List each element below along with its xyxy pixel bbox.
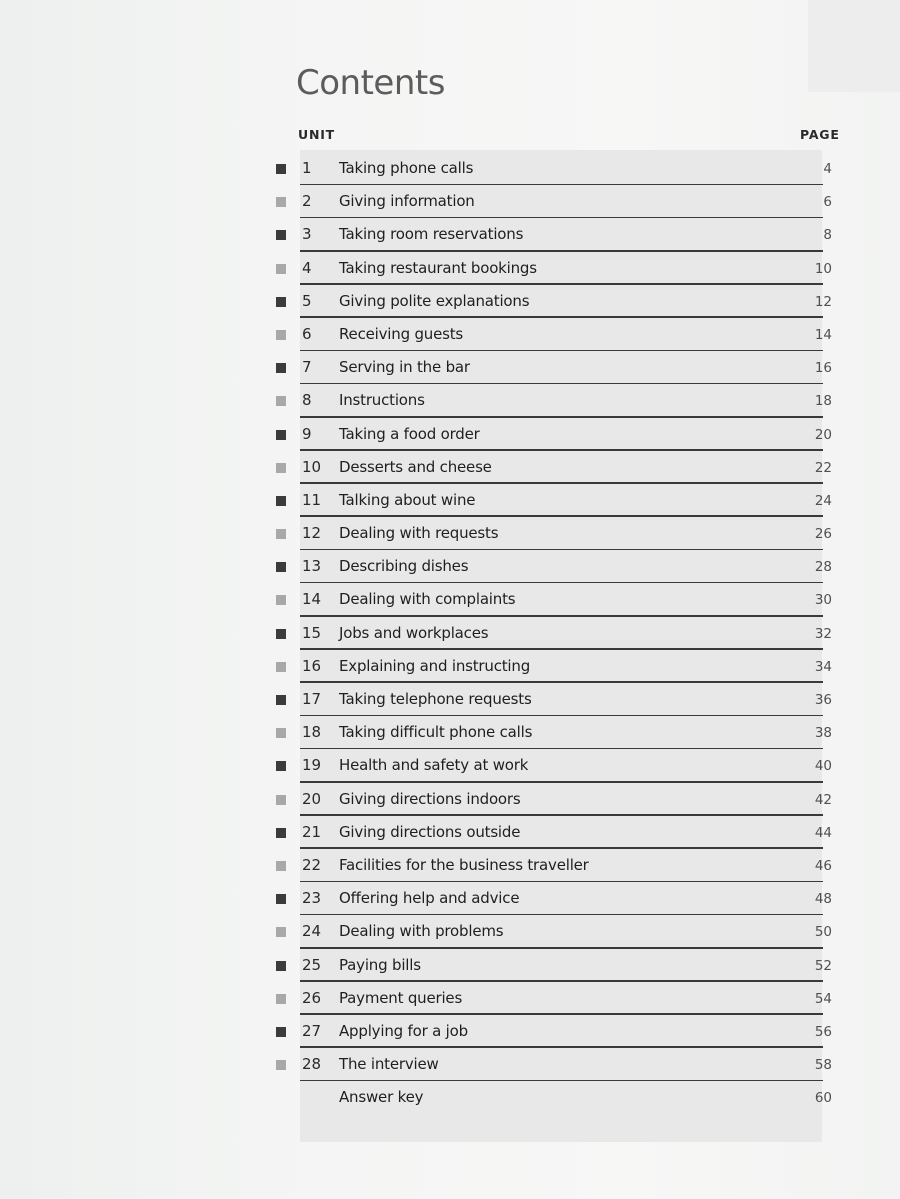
unit-number: 25 <box>302 955 322 974</box>
page-number: 46 <box>814 857 832 874</box>
unit-number: 9 <box>302 424 312 443</box>
page-number: 16 <box>814 360 832 377</box>
square-bullet-icon <box>276 695 286 705</box>
unit-number: 2 <box>302 192 312 211</box>
toc-row-unit-11[interactable] <box>0 484 900 517</box>
toc-row-unit-27[interactable] <box>0 1015 900 1048</box>
page-number: 8 <box>823 227 832 244</box>
toc-row-unit-22[interactable] <box>0 849 900 882</box>
toc-row-unit-28[interactable] <box>0 1048 900 1081</box>
toc-row-answer-key[interactable] <box>0 1081 900 1114</box>
toc-row-unit-23[interactable] <box>0 882 900 915</box>
page-title: Contents <box>296 62 445 103</box>
unit-title: Dealing with requests <box>339 524 499 543</box>
page-number: 10 <box>814 260 832 277</box>
unit-title: Serving in the bar <box>339 358 470 377</box>
toc-row-unit-15[interactable] <box>0 617 900 650</box>
page-number: 34 <box>814 658 832 675</box>
unit-column-header: UNIT <box>298 127 335 142</box>
page-column-header: PAGE <box>800 127 840 142</box>
page-number: 20 <box>814 426 832 443</box>
unit-number: 17 <box>302 690 322 708</box>
toc-row-unit-7[interactable] <box>0 351 900 384</box>
unit-title: Health and safety at work <box>339 756 529 775</box>
unit-number: 23 <box>302 889 322 908</box>
unit-title: Taking restaurant bookings <box>339 258 537 277</box>
page-number: 42 <box>814 791 832 808</box>
unit-title: The interview <box>339 1055 439 1074</box>
page-number: 30 <box>814 592 832 609</box>
square-bullet-icon <box>276 894 286 904</box>
square-bullet-icon <box>276 430 286 440</box>
unit-number: 8 <box>302 391 312 410</box>
unit-number: 21 <box>302 822 322 841</box>
unit-title: Facilities for the business traveller <box>339 855 589 874</box>
square-bullet-icon <box>276 363 286 373</box>
unit-number: 24 <box>302 922 322 941</box>
unit-number: 26 <box>302 988 322 1007</box>
unit-title: Jobs and workplaces <box>339 623 489 642</box>
toc-row-unit-19[interactable] <box>0 749 900 782</box>
square-bullet-icon <box>276 861 286 871</box>
toc-row-unit-9[interactable] <box>0 418 900 451</box>
unit-title: Taking phone calls <box>339 159 474 177</box>
unit-number: 3 <box>302 225 312 244</box>
toc-row-unit-12[interactable] <box>0 517 900 550</box>
square-bullet-icon <box>276 330 286 340</box>
page-number: 26 <box>814 526 832 543</box>
square-bullet-icon <box>276 463 286 473</box>
page-number: 50 <box>814 924 832 941</box>
unit-title: Offering help and advice <box>339 889 520 908</box>
unit-title: Talking about wine <box>339 490 476 509</box>
answer-key-title: Answer key <box>339 1088 424 1107</box>
toc-row-unit-10[interactable] <box>0 451 900 484</box>
toc-row-unit-5[interactable] <box>0 285 900 318</box>
square-bullet-icon <box>276 994 286 1004</box>
page-number: 18 <box>814 393 832 410</box>
toc-row-unit-2[interactable] <box>0 185 900 218</box>
page-number: 14 <box>814 326 832 343</box>
unit-number: 1 <box>302 159 312 177</box>
square-bullet-icon <box>276 927 286 937</box>
square-bullet-icon <box>276 562 286 572</box>
square-bullet-icon <box>276 961 286 971</box>
page-number: 54 <box>814 990 832 1007</box>
square-bullet-icon <box>276 795 286 805</box>
unit-number: 14 <box>302 590 322 609</box>
corner-tab-block <box>808 0 900 92</box>
square-bullet-icon <box>276 164 286 174</box>
unit-number: 5 <box>302 291 312 310</box>
unit-title: Taking difficult phone calls <box>339 723 533 742</box>
page-number: 52 <box>814 957 832 974</box>
unit-title: Applying for a job <box>339 1021 468 1040</box>
unit-number: 6 <box>302 324 312 343</box>
square-bullet-icon <box>276 1027 286 1037</box>
square-bullet-icon <box>276 396 286 406</box>
page-number: 32 <box>814 625 832 642</box>
unit-number: 28 <box>302 1055 322 1074</box>
unit-number: 13 <box>302 557 322 576</box>
square-bullet-icon <box>276 728 286 738</box>
unit-number: 20 <box>302 789 322 808</box>
toc-row-unit-14[interactable] <box>0 583 900 616</box>
unit-number: 4 <box>302 258 312 277</box>
page-number: 56 <box>814 1023 832 1040</box>
unit-number: 19 <box>302 756 322 775</box>
page-number: 48 <box>814 891 832 908</box>
unit-title: Paying bills <box>339 955 421 974</box>
square-bullet-icon <box>276 595 286 605</box>
page-number: 44 <box>814 824 832 841</box>
toc-row-unit-26[interactable] <box>0 982 900 1015</box>
page-number: 28 <box>814 559 832 576</box>
square-bullet-icon <box>276 828 286 838</box>
unit-title: Giving information <box>339 192 475 211</box>
toc-row-unit-16[interactable] <box>0 650 900 683</box>
page-number: 38 <box>814 725 832 742</box>
unit-title: Taking telephone requests <box>339 690 532 708</box>
toc-row-unit-4[interactable] <box>0 252 900 285</box>
toc-row-unit-24[interactable] <box>0 915 900 948</box>
toc-row-unit-21[interactable] <box>0 816 900 849</box>
square-bullet-icon <box>276 761 286 771</box>
unit-title: Dealing with complaints <box>339 590 516 609</box>
unit-number: 7 <box>302 358 312 377</box>
toc-row-unit-6[interactable] <box>0 318 900 351</box>
page-number: 36 <box>814 692 832 708</box>
unit-title: Giving directions indoors <box>339 789 521 808</box>
unit-title: Instructions <box>339 391 425 410</box>
toc-row-unit-18[interactable] <box>0 716 900 749</box>
page-number: 12 <box>814 293 832 310</box>
toc-row-unit-17[interactable] <box>0 683 900 716</box>
square-bullet-icon <box>276 197 286 207</box>
page-number: 22 <box>814 459 832 476</box>
page-number: 60 <box>814 1090 832 1107</box>
toc-row-unit-20[interactable] <box>0 783 900 816</box>
unit-title: Payment queries <box>339 988 463 1007</box>
unit-title: Receiving guests <box>339 324 464 343</box>
unit-title: Dealing with problems <box>339 922 504 941</box>
page-number: 24 <box>814 492 832 509</box>
square-bullet-icon <box>276 529 286 539</box>
unit-number: 16 <box>302 656 322 675</box>
unit-title: Describing dishes <box>339 557 469 576</box>
toc-row-unit-13[interactable] <box>0 550 900 583</box>
toc-row-unit-3[interactable] <box>0 218 900 251</box>
unit-title: Taking a food order <box>339 424 480 443</box>
unit-number: 11 <box>302 490 322 509</box>
contents-list <box>0 152 900 1114</box>
unit-title: Giving polite explanations <box>339 291 530 310</box>
unit-title: Giving directions outside <box>339 822 521 841</box>
toc-row-unit-25[interactable] <box>0 949 900 982</box>
square-bullet-icon <box>276 264 286 274</box>
square-bullet-icon <box>276 1060 286 1070</box>
square-bullet-icon <box>276 496 286 506</box>
page-number: 6 <box>823 194 832 211</box>
unit-number: 27 <box>302 1021 322 1040</box>
unit-number: 22 <box>302 855 322 874</box>
unit-number: 18 <box>302 723 322 742</box>
page-number: 58 <box>814 1057 832 1074</box>
square-bullet-icon <box>276 230 286 240</box>
unit-number: 15 <box>302 623 322 642</box>
unit-title: Desserts and cheese <box>339 457 492 476</box>
toc-row-unit-1[interactable] <box>0 152 900 185</box>
page-number: 4 <box>823 161 832 177</box>
unit-number: 12 <box>302 524 322 543</box>
page-number: 40 <box>814 758 832 775</box>
unit-title: Explaining and instructing <box>339 656 531 675</box>
square-bullet-icon <box>276 662 286 672</box>
toc-row-unit-8[interactable] <box>0 384 900 417</box>
unit-title: Taking room reservations <box>339 225 524 244</box>
square-bullet-icon <box>276 629 286 639</box>
square-bullet-icon <box>276 297 286 307</box>
unit-number: 10 <box>302 457 322 476</box>
